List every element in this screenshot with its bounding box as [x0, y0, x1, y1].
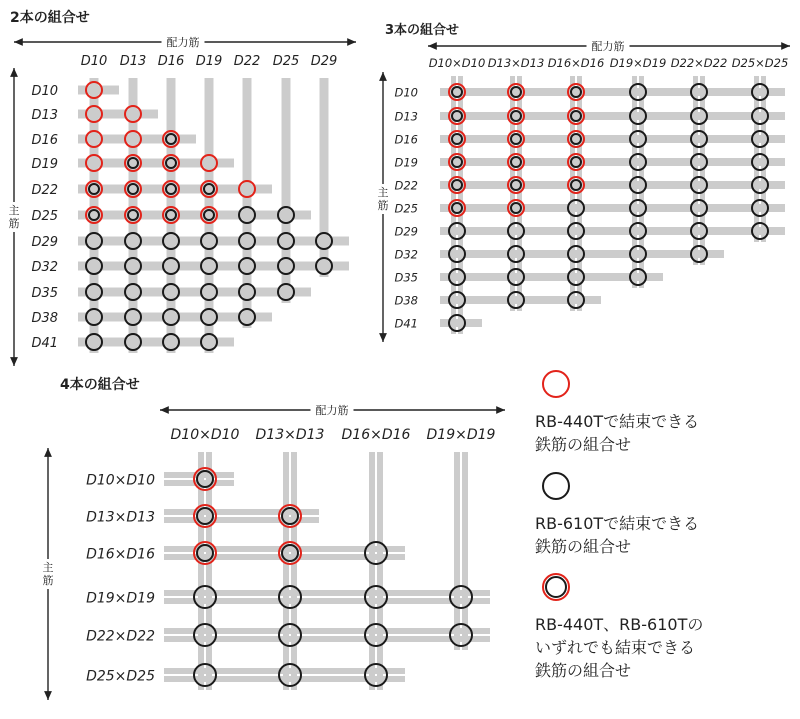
column-label: D10×D10	[428, 56, 486, 70]
crossing-mark-K	[450, 624, 472, 646]
legend-text: いずれでも結束できる	[535, 638, 696, 657]
grid-4-title: 4本の組合せ	[60, 377, 140, 393]
row-label: D10×D10	[86, 472, 155, 489]
main-bar-label: 筋	[377, 199, 389, 212]
main-bar-label: 主	[377, 186, 389, 199]
row-label: D19	[31, 156, 58, 172]
crossing-mark-K	[279, 586, 301, 608]
black-ring	[279, 586, 301, 608]
row-label: D35	[394, 270, 418, 285]
distribution-bar	[369, 452, 375, 690]
black-ring	[450, 624, 472, 646]
distribution-bar	[462, 452, 468, 650]
column-label: D29	[310, 54, 338, 69]
main-bar	[78, 288, 311, 297]
black-ring	[365, 664, 387, 686]
row-label: D16	[394, 132, 418, 147]
column-label: D19	[195, 54, 223, 69]
row-label: D25	[394, 201, 418, 216]
black-ring	[365, 586, 387, 608]
crossing-mark-K	[194, 624, 216, 646]
main-bar	[164, 676, 405, 682]
main-bar-label: 筋	[8, 217, 20, 230]
main-bar	[164, 590, 490, 596]
crossing-mark-K	[450, 586, 472, 608]
row-label: D25	[31, 208, 58, 224]
row-label: D16×D16	[86, 546, 155, 563]
legend-text: RB-440T、RB-610Tの	[535, 615, 704, 634]
column-label: D13×D13	[487, 56, 545, 70]
black-ring	[194, 624, 216, 646]
grid-3-title: 3本の組合せ	[385, 23, 460, 38]
column-label: D25	[272, 54, 300, 69]
row-label: D13×D13	[86, 509, 155, 526]
main-bar	[164, 668, 405, 674]
main-bar-label: 筋	[42, 574, 54, 587]
row-label: D29	[394, 224, 418, 239]
main-bar	[78, 237, 349, 246]
distribution-bar	[377, 452, 383, 690]
main-bar	[440, 204, 785, 212]
crossing-mark-B	[194, 542, 216, 564]
main-bar	[78, 211, 311, 220]
column-label: D19×D19	[426, 427, 496, 443]
distribution-bar	[454, 452, 460, 650]
crossing-mark-K	[194, 586, 216, 608]
main-bar	[440, 158, 785, 166]
crossing-mark-K	[194, 664, 216, 686]
row-label: D10	[31, 83, 58, 99]
crossing-mark-K	[279, 624, 301, 646]
row-label: D29	[31, 234, 58, 250]
crossing-mark-K	[365, 542, 387, 564]
column-label: D16×D16	[341, 427, 411, 443]
row-label: D22×D22	[86, 628, 155, 645]
column-label: D25×D25	[731, 56, 789, 70]
legend-text: 鉄筋の組合せ	[535, 661, 632, 680]
distribution-bar	[291, 452, 297, 690]
row-label: D41	[31, 335, 58, 351]
row-label: D38	[31, 310, 58, 326]
row-label: D32	[394, 247, 418, 262]
main-bar	[164, 636, 490, 642]
main-bar	[440, 112, 785, 120]
crossing-mark-K	[365, 624, 387, 646]
legend-text: RB-610Tで結束できる	[535, 514, 700, 533]
distribution-label: 配力筋	[591, 40, 625, 53]
row-label: D32	[31, 259, 58, 275]
row-label: D22	[394, 178, 418, 193]
black-ring	[365, 624, 387, 646]
legend-symbol-B	[543, 574, 569, 600]
row-label: D41	[394, 316, 418, 331]
column-label: D10×D10	[170, 427, 240, 443]
distribution-bar	[283, 452, 289, 690]
legend-symbol-R	[543, 371, 569, 397]
column-label: D13×D13	[255, 427, 325, 443]
main-bar	[440, 181, 785, 189]
black-ring	[450, 586, 472, 608]
black-ring	[279, 664, 301, 686]
column-label: D16×D16	[547, 56, 605, 70]
row-label: D13	[394, 109, 418, 124]
grid-2-title: 2本の組合せ	[10, 10, 90, 26]
black-ring	[194, 586, 216, 608]
red-ring	[543, 371, 569, 397]
crossing-mark-B	[194, 468, 216, 490]
main-bar	[164, 628, 490, 634]
main-bar-label: 主	[8, 204, 20, 217]
main-bar	[440, 319, 482, 327]
main-bar	[440, 135, 785, 143]
row-label: D19	[394, 155, 418, 170]
column-label: D22	[233, 54, 261, 69]
crossing-mark-K	[365, 586, 387, 608]
legend-text: RB-440Tで結束できる	[535, 412, 700, 431]
main-bar	[78, 262, 349, 271]
main-bar	[78, 86, 119, 95]
distribution-bar	[320, 78, 329, 277]
black-ring	[194, 664, 216, 686]
main-bar	[78, 313, 272, 322]
crossing-mark-B	[194, 505, 216, 527]
crossing-mark-B	[279, 505, 301, 527]
distribution-label: 配力筋	[315, 404, 349, 417]
row-label: D22	[31, 182, 58, 198]
column-label: D10	[80, 54, 108, 69]
column-label: D19×D19	[609, 56, 667, 70]
main-bar	[440, 88, 785, 96]
main-bar-label: 主	[42, 561, 54, 574]
crossing-mark-K	[279, 664, 301, 686]
row-label: D38	[394, 293, 418, 308]
row-label: D16	[31, 132, 58, 148]
row-label: D35	[31, 285, 58, 301]
row-label: D19×D19	[86, 590, 155, 607]
crossing-mark-B	[279, 542, 301, 564]
black-ring	[543, 473, 569, 499]
column-label: D22×D22	[670, 56, 728, 70]
legend-symbol-K	[543, 473, 569, 499]
row-label: D13	[31, 107, 58, 123]
column-label: D16	[157, 54, 185, 69]
main-bar	[164, 598, 490, 604]
crossing-mark-K	[365, 664, 387, 686]
row-label: D25×D25	[86, 668, 155, 685]
main-bar	[440, 250, 724, 258]
black-ring	[365, 542, 387, 564]
black-ring	[546, 577, 566, 597]
main-bar	[440, 227, 785, 235]
legend-text: 鉄筋の組合せ	[535, 537, 632, 556]
distribution-label: 配力筋	[166, 36, 200, 49]
legend-text: 鉄筋の組合せ	[535, 435, 632, 454]
main-bar	[78, 110, 158, 119]
row-label: D10	[394, 85, 418, 100]
black-ring	[279, 624, 301, 646]
column-label: D13	[119, 54, 147, 69]
